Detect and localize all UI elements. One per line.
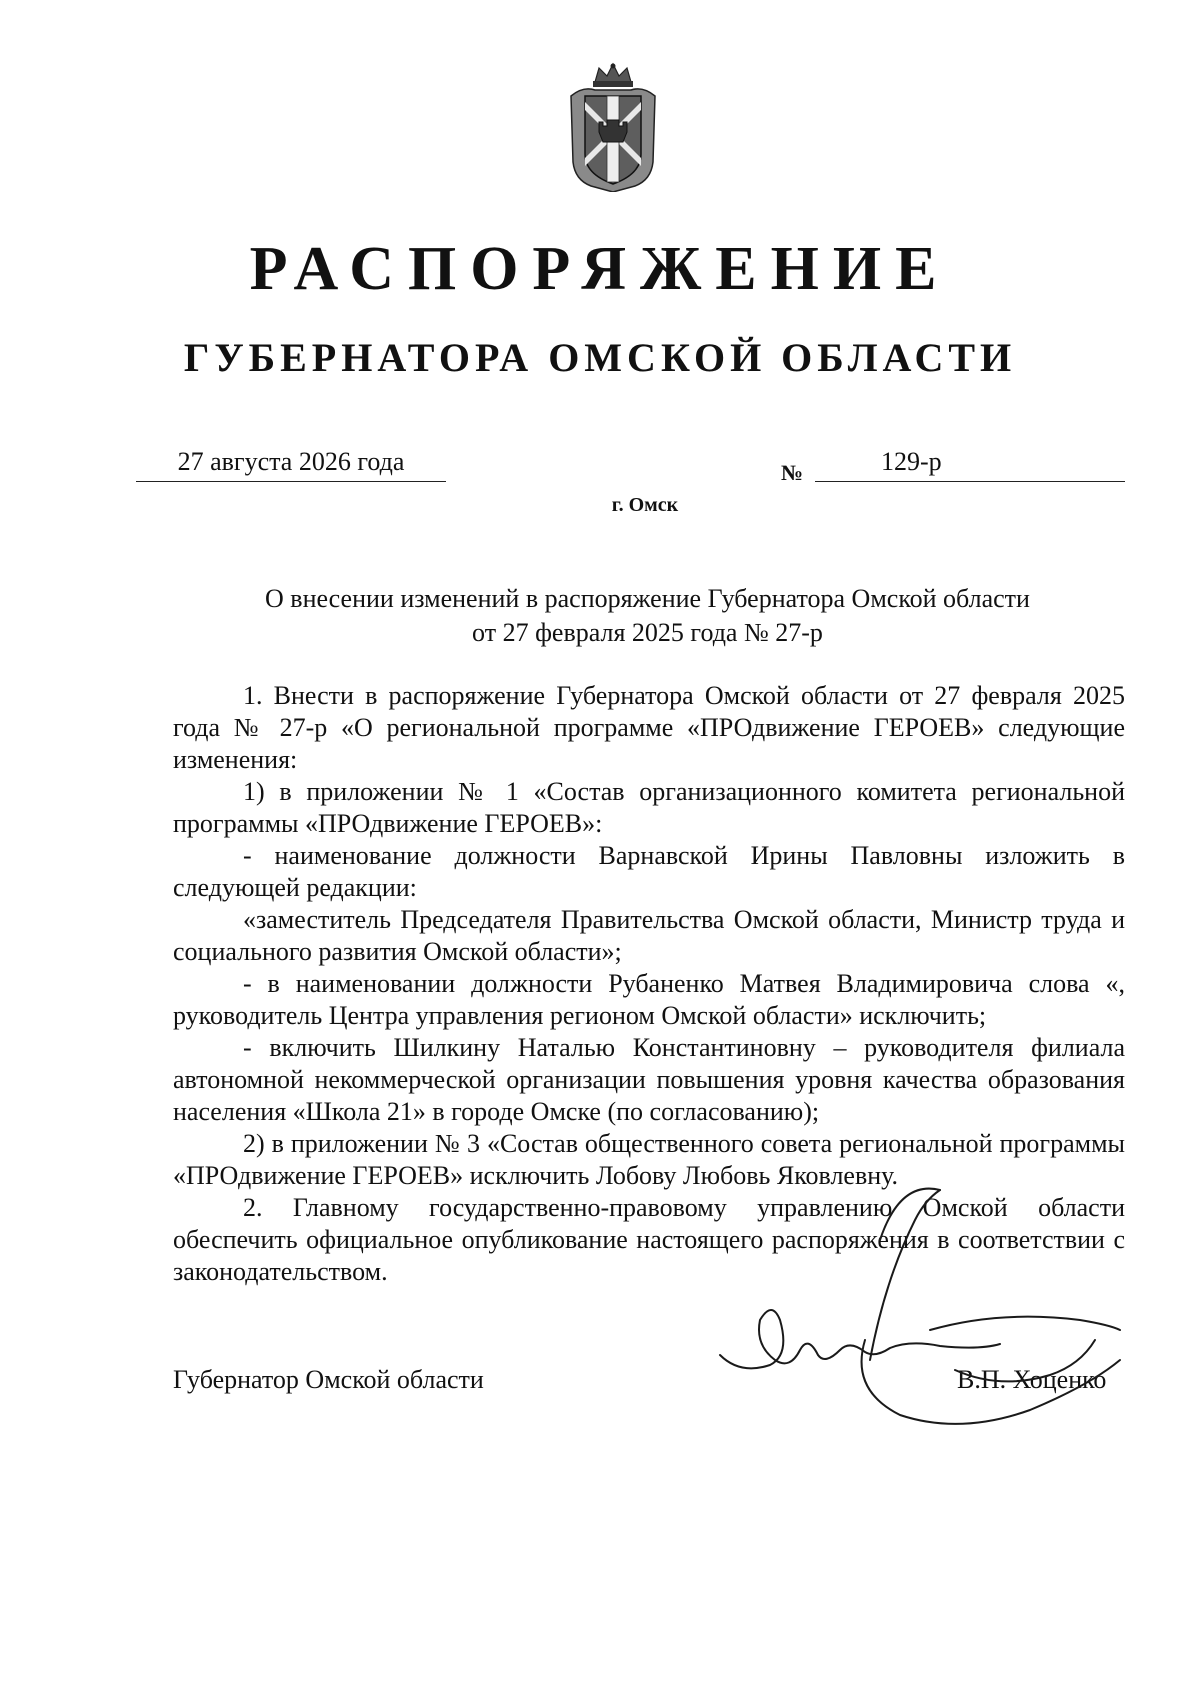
- paragraph: - в наименовании должности Рубаненко Матвея Владимировича слова «, руководитель Центра управления регионом Омской области» исключить;: [173, 969, 1125, 1030]
- subject-line-2: от 27 февраля 2025 года № 27-р: [472, 618, 823, 647]
- paragraph: «заместитель Председателя Правительства Омской области, Министр труда и социального развития Омской области»;: [173, 905, 1125, 966]
- paragraph: 1) в приложении № 1 «Состав организационного комитета региональной программы «ПРОдвижение ГЕРОЕВ»:: [173, 777, 1125, 838]
- document-place: г. Омск: [611, 494, 679, 516]
- document-subtitle: ГУБЕРНАТОРА ОМСКОЙ ОБЛАСТИ: [183, 335, 1017, 380]
- subject-line-1: О внесении изменений в распоряжение Губернатора Омской области: [265, 584, 1030, 613]
- document-date: 27 августа 2026 года: [136, 448, 446, 482]
- paragraph: - включить Шилкину Наталью Константиновну – руководителя филиала автономной некоммерческой организации повышения уровня качества образования населения «Школа 21» в городе Омске (по согласованию);: [173, 1033, 1125, 1126]
- document-number-field: [815, 448, 1125, 482]
- handwritten-signature: [700, 1160, 1130, 1430]
- paragraph: 2) в приложении № 3 «Состав общественного совета региональной программы «ПРОдвижение ГЕРОЕВ» исключить Лобову Любовь Яковлевну.: [173, 1129, 1125, 1190]
- coat-of-arms-emblem: [565, 62, 661, 192]
- paragraph: 2. Главному государственно-правовому управлению Омской области обеспечить официальное опубликование настоящего распоряжения в соответствии с законодательством.: [173, 1193, 1125, 1286]
- document-number: 129-р: [881, 447, 942, 476]
- paragraph: 1. Внести в распоряжение Губернатора Омской области от 27 февраля 2025 года № 27-р «О региональной программе «ПРОдвижение ГЕРОЕВ» следующие изменения:: [173, 681, 1125, 774]
- paragraph: - наименование должности Варнавской Ирины Павловны изложить в следующей редакции:: [173, 841, 1125, 902]
- document-title: РАСПОРЯЖЕНИЕ: [249, 235, 951, 303]
- order-subject: [200, 582, 1095, 650]
- signer-name: В.П. Хоценко: [957, 1365, 1107, 1394]
- number-sign: №: [781, 460, 804, 485]
- signer-position: Губернатор Омской области: [173, 1365, 484, 1394]
